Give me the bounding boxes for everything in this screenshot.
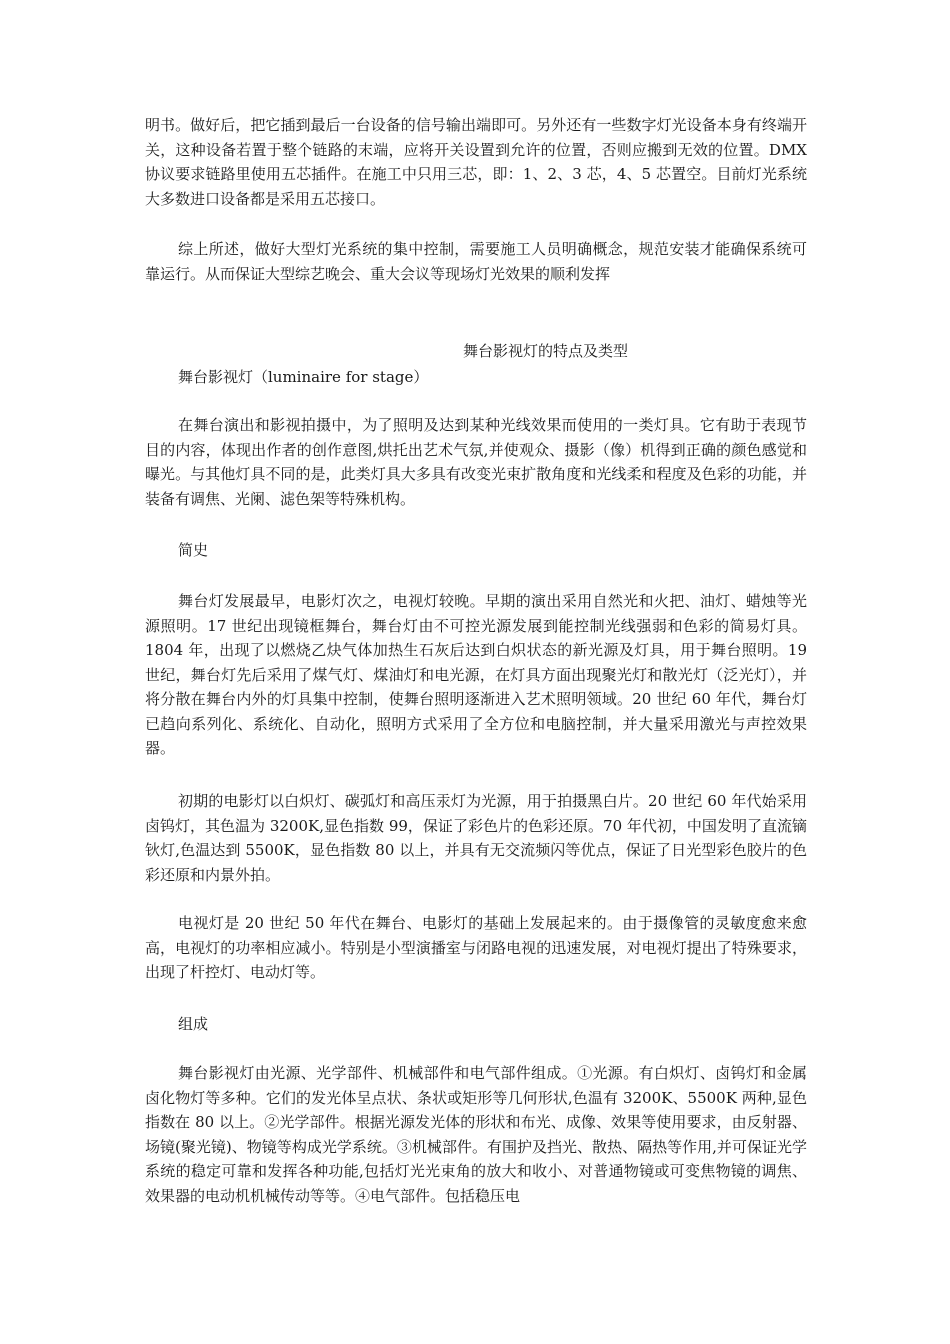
summary-paragraph: 综上所述，做好大型灯光系统的集中控制，需要施工人员明确概念，规范安装才能确保系统可靠运行。从而保证大型综艺晚会、重大会议等现场灯光效果的顺利发挥 [145, 240, 807, 283]
article-title: 舞台影视灯的特点及类型 [463, 342, 629, 360]
composition-paragraph: 舞台影视灯由光源、光学部件、机械部件和电气部件组成。①光源。有白炽灯、卤钨灯和金属卤化物灯等多种。它们的发光体呈点状、条状或矩形等几何形状,色温有 3200K、5500K 两种,显色指数在 80 以上。②光学部件。根据光源发光体的形状和布光、成像、效果等使用要求，由反射器、场镜(聚光镜)、物镜等构成光学系统。③机械部件。有围护及挡光、散热、隔热等作用,并可保证光学系统的稳定可靠和发挥各种功能,包括灯光光束角的放大和收小、对普通物镜或可变焦物镜的调焦、效果器的电动机机械传动等等。④电气部件。包括稳压电 [145, 1064, 807, 1205]
composition-section-heading: 组成 [178, 1015, 209, 1033]
history-paragraph-stage: 舞台灯发展最早，电影灯次之，电视灯较晚。早期的演出采用自然光和火把、油灯、蜡烛等光源照明。17 世纪出现镜框舞台，舞台灯由不可控光源发展到能控制光线强弱和色彩的简易灯具。1804 年，出现了以燃烧乙炔气体加热生石灰后达到白炽状态的新光源及灯具，用于舞台照明。19 世纪，舞台灯先后采用了煤气灯、煤油灯和电光源，在灯具方面出现聚光灯和散光灯（泛光灯），并将分散在舞台内外的灯具集中控制，使舞台照明逐渐进入艺术照明领域。20 世纪 60 年代，舞台灯已趋向系列化、系统化、自动化，照明方式采用了全方位和电脑控制，并大量采用激光与声控效果器。 [145, 592, 807, 757]
history-section-heading: 简史 [178, 541, 209, 559]
term-heading: 舞台影视灯（luminaire for stage） [178, 368, 429, 386]
intro-continuation-paragraph: 明书。做好后，把它插到最后一台设备的信号输出端即可。另外还有一些数字灯光设备本身有终端开关，这种设备若置于整个链路的末端，应将开关设置到允许的位置，否则应搬到无效的位置。DMX 协议要求链路里使用五芯插件。在施工中只用三芯，即：1、2、3 芯，4、5 芯置空。目前灯光系统大多数进口设备都是采用五芯接口。 [145, 116, 807, 208]
definition-paragraph: 在舞台演出和影视拍摄中，为了照明及达到某种光线效果而使用的一类灯具。它有助于表现节目的内容，体现出作者的创作意图,烘托出艺术气氛,并使观众、摄影（像）机得到正确的颜色感觉和曝光。与其他灯具不同的是，此类灯具大多具有改变光束扩散角度和光线柔和程度及色彩的功能，并装备有调焦、光阑、滤色架等特殊机构。 [145, 416, 807, 508]
history-paragraph-film: 初期的电影灯以白炽灯、碳弧灯和高压汞灯为光源，用于拍摄黑白片。20 世纪 60 年代始采用卤钨灯，其色温为 3200K,显色指数 99，保证了彩色片的色彩还原。70 年代初，中国发明了直流镝钬灯,色温达到 5500K，显色指数 80 以上，并具有无交流频闪等优点，保证了日光型彩色胶片的色彩还原和内景外拍。 [145, 792, 807, 884]
history-paragraph-tv: 电视灯是 20 世纪 50 年代在舞台、电影灯的基础上发展起来的。由于摄像管的灵敏度愈来愈高，电视灯的功率相应减小。特别是小型演播室与闭路电视的迅速发展，对电视灯提出了特殊要求，出现了杆控灯、电动灯等。 [145, 914, 808, 981]
